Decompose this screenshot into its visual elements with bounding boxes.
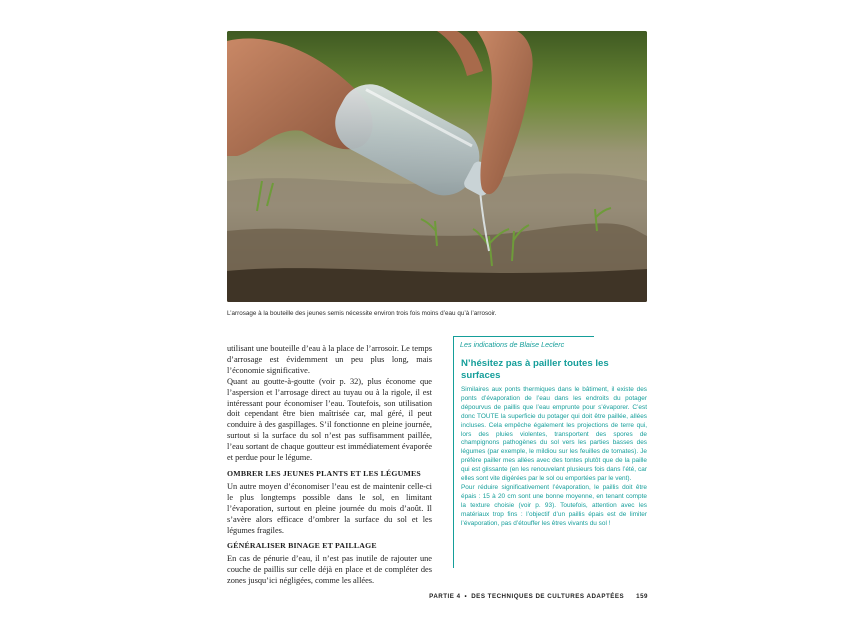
box-paragraph: Similaires aux ponts thermiques dans le bâtiment, il existe des ponts d’évaporation de l’eau dans les endroits du potager dépourvus de paillis que l’eau emprunte pour s’évaporer. C’est donc TOUTE la superficie du potager qui doit être paillée, allées incluses. Cela empêche également les projections de terre qui, lors des pluies violentes, transportent des spores de champignons pathogènes du sol vers les parties basses des légumes (par exemple, le mildiou sur les feuilles de tomates). Je préfère pailler mes allées avec des tontes plutôt que de la paille qui est glissante (en les renouvelant plusieurs fois dans l’été, car elles sont vite digérées par le sol ou emportées par le vent).: [461, 386, 647, 483]
box-tab-label: Les indications de Blaise Leclerc: [460, 340, 565, 349]
footer-section: DES TECHNIQUES DE CULTURES ADAPTÉES: [471, 593, 625, 600]
paragraph: utilisant une bouteille d’eau à la place de l’arrosoir. Le temps d’arrosage est évidemment un peu plus long, mais l’économie significative.: [227, 344, 432, 375]
main-text-column: [227, 344, 432, 587]
paragraph: Un autre moyen d’économiser l’eau est de maintenir celle-ci le plus longtemps possible dans le sol, en limitant l’évaporation, surtout en pleine journée du mois d’août. Il s’avère alors efficace d’ombrer la surface du sol et les légumes fragiles.: [227, 481, 432, 535]
section-heading: OMBRER LES JEUNES PLANTS ET LES LÉGUMES: [227, 468, 421, 478]
section-heading: GÉNÉRALISER BINAGE ET PAILLAGE: [227, 541, 377, 551]
page-number: 159: [636, 593, 648, 600]
box-body: [461, 386, 647, 529]
box-paragraph: Pour réduire significativement l’évaporation, le paillis doit être épais : 15 à 20 cm sont une bonne moyenne, en tenant compte la texture choisie (voir p. 93). Toutefois, attention avec les matériaux trop fins : l’objectif d’un paillis épais est de limiter l’évaporation, pas d’étouffer les êtres vivants du sol !: [461, 483, 647, 527]
paragraph: En cas de pénurie d’eau, il n’est pas inutile de rajouter une couche de paillis sur celle déjà en place et de compléter des zones jusqu’ici négligées, comme les allées.: [227, 554, 432, 586]
box-tab: [454, 336, 594, 351]
footer-separator: •: [464, 593, 468, 600]
footer-part: PARTIE 4: [429, 593, 461, 600]
paragraph: Quant au goutte-à-goutte (voir p. 32), plus économe que l’aspersion et l’arrosage direct au tuyau ou à la rigole, il est intéressant pour économiser l’eau. Toutefois, son utilisation doit cependant être bien maîtrisée car, mal géré, il peut conduire à des gaspillages. S’il fonctionne en pleine journée, surtout si la surface du sol n’est pas suffisamment paillée, l’eau sortant de chaque goutteur est immédiatement évaporée et perdue pour le légume.: [227, 376, 432, 463]
expert-tips-box: [453, 336, 648, 568]
photo-caption: L’arrosage à la bouteille des jeunes semis nécessite environ trois fois moins d’eau qu’à l’arrosoir.: [227, 310, 497, 317]
page-footer: [429, 593, 648, 600]
box-title: N’hésitez pas à pailler toutes les surfaces: [461, 358, 609, 381]
photo-watering-seedlings: [227, 31, 647, 302]
photo-illustration: [227, 31, 647, 302]
